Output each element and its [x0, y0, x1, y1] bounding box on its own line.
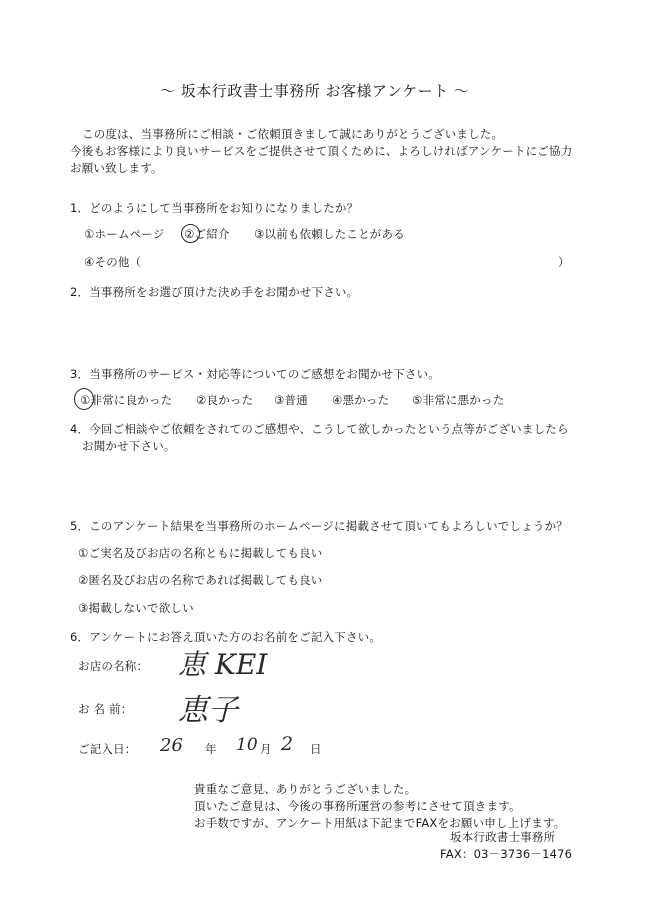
closing-line-3: お手数ですが、アンケート用紙は下記までFAXをお願い申し上げます。 [194, 816, 566, 830]
q5-option-real-name[interactable]: ①ご実名及びお店の名称ともに掲載しても良い [78, 546, 323, 560]
date-month-unit: 月 [260, 742, 272, 756]
intro-line-2: 今後もお客様により良いサービスをご提供させて頂くために、よろしければアンケートにご協力 [70, 144, 573, 158]
q1-option-other-close: ） [558, 255, 570, 269]
q3-selected-circle [74, 388, 94, 410]
q1-option-homepage[interactable]: ①ホームページ [84, 227, 165, 241]
q3-option-very-good[interactable]: ①非常に良かった [80, 393, 173, 407]
date-day-unit: 日 [310, 742, 322, 756]
q1-option-referral[interactable]: ②ご紹介 [184, 227, 230, 241]
date-day-handwritten[interactable]: 2 [281, 733, 294, 755]
date-label: ご記入日： [78, 742, 137, 756]
footer-fax: FAX：03－3736－1476 [440, 847, 573, 861]
date-year-handwritten[interactable]: 26 [160, 735, 183, 756]
survey-title: 〜 坂本行政書士事務所 お客様アンケート 〜 [160, 82, 470, 100]
q2-question: 2．当事務所をお選び頂けた決め手をお聞かせ下さい。 [70, 285, 359, 299]
q3-question: 3．当事務所のサービス・対応等についてのご感想をお聞かせ下さい。 [70, 367, 440, 381]
q5-option-anonymous[interactable]: ②匿名及びお店の名称であれば掲載しても良い [78, 573, 323, 587]
closing-line-1: 貴重なご意見、ありがとうございました。 [194, 782, 417, 796]
q1-question: 1．どのようにして当事務所をお知りになりましたか？ [70, 201, 359, 215]
intro-line-3: お願い致します。 [70, 161, 163, 175]
customer-name-handwritten[interactable]: 恵子 [178, 693, 238, 728]
closing-line-2: 頂いたご意見は、今後の事務所運営の参考にさせて頂きます。 [194, 799, 521, 813]
q4-question-line-2: お聞かせ下さい。 [82, 439, 176, 453]
intro-line-1: この度は、当事務所にご相談・ご依頼頂きまして誠にありがとうございました。 [82, 127, 504, 141]
q1-option-other[interactable]: ④その他（ [84, 255, 142, 269]
q5-question: 5．このアンケート結果を当事務所のホームページに掲載させて頂いてもよろしいでしょうか？ [70, 519, 568, 533]
date-month-handwritten[interactable]: 10 [236, 735, 258, 755]
date-year-unit: 年 [205, 742, 217, 756]
q1-selected-circle [181, 224, 200, 243]
q4-question-line-1: 4．今回ご相談やご依頼をされてのご感想や、こうして欲しかったという点等がございましたら [70, 422, 569, 436]
shop-name-label: お店の名称： [78, 659, 149, 673]
q1-option-previous[interactable]: ③以前も依頼したことがある [254, 227, 405, 241]
q5-option-do-not-publish[interactable]: ③掲載しないで欲しい [78, 601, 194, 615]
shop-name-handwritten[interactable]: 恵 KEI [178, 648, 268, 681]
q3-option-good[interactable]: ②良かった [196, 393, 254, 407]
footer-office-name: 坂本行政書士事務所 [450, 830, 556, 844]
q3-option-average[interactable]: ③普通 [274, 393, 308, 407]
q6-question: 6．アンケートにお答え頂いた方のお名前をご記入下さい。 [70, 630, 382, 644]
customer-name-label: お 名 前： [78, 702, 133, 716]
q3-option-very-bad[interactable]: ⑤非常に悪かった [412, 393, 505, 407]
q3-option-bad[interactable]: ④悪かった [332, 393, 390, 407]
